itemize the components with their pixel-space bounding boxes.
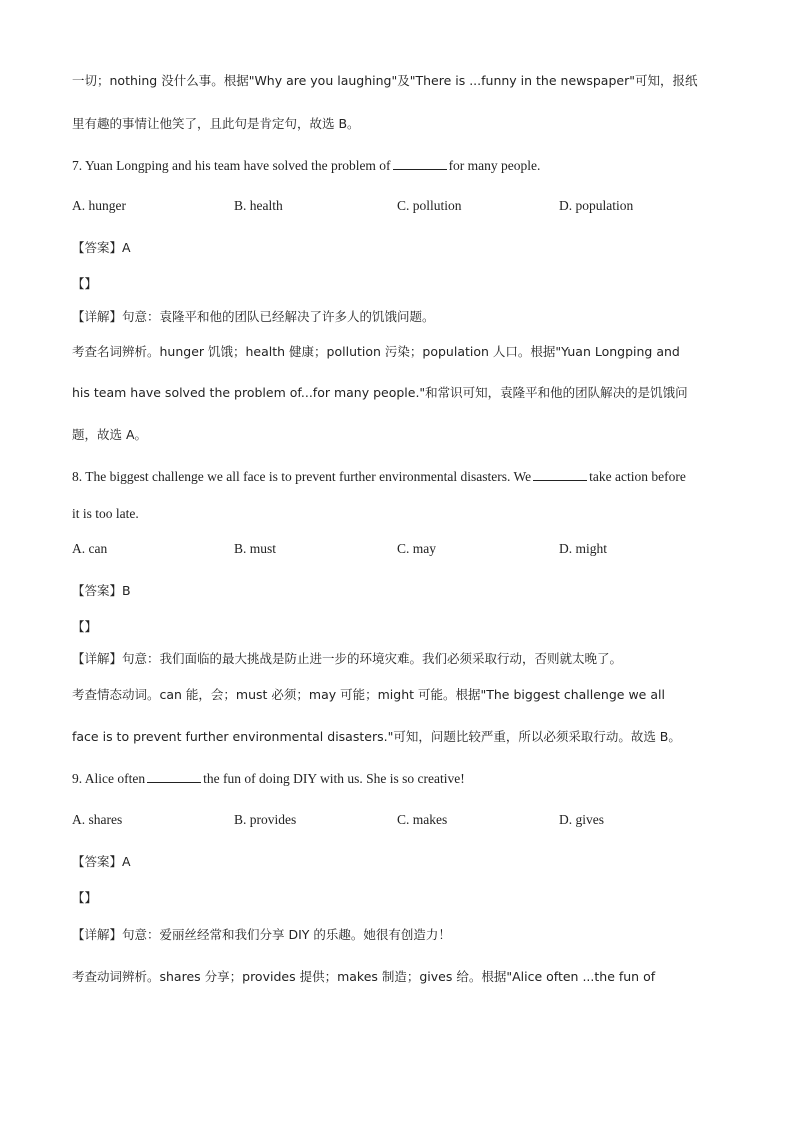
question-7-analysis-2: his team have solved the problem of...for many people."和常识可知，袁隆平和他的团队解决的是饥饿问: [72, 385, 688, 400]
question-9-detail: 【详解】句意：爱丽丝经常和我们分享 DIY 的乐趣。她很有创造力！: [72, 927, 451, 942]
question-7-option-b: B. health: [234, 198, 283, 213]
question-9-option-c: C. makes: [397, 812, 448, 827]
question-9-analysis-1: 考查动词辨析。shares 分享；provides 提供；makes 制造；gives 给。根据"Alice often ...the fun of: [72, 969, 656, 984]
intro-line-2: 里有趣的事情让他笑了，且此句是肯定句，故选 B。: [72, 116, 360, 131]
question-8-detail: 【详解】句意：我们面临的最大挑战是防止进一步的环境灾难。我们必须采取行动，否则就太晚了。: [72, 651, 623, 666]
question-9-stem-before: 9. Alice often: [72, 771, 146, 786]
question-8-stem-line-2: it is too late.: [72, 506, 139, 521]
question-9-stem: [72, 770, 465, 788]
question-9-option-a: A. shares: [72, 812, 123, 827]
question-8-stem: [72, 468, 686, 486]
intro-line-1: 一切；nothing 没什么事。根据"Why are you laughing"及"There is ...funny in the newspaper"可知，报纸: [72, 73, 698, 88]
question-9-option-b: B. provides: [234, 812, 297, 827]
question-8-analysis-1: 考查情态动词。can 能，会；must 必须；may 可能；might 可能。根据"The biggest challenge we all: [72, 687, 665, 702]
question-9-bracket: 【】: [72, 890, 98, 905]
question-8-analysis-2: face is to prevent further environmental disasters."可知，问题比较严重，所以必须采取行动。故选 B。: [72, 729, 681, 744]
question-7-detail: 【详解】句意：袁隆平和他的团队已经解决了许多人的饥饿问题。: [72, 309, 435, 324]
question-8-option-b: B. must: [234, 541, 277, 556]
question-9-answer: 【答案】A: [72, 854, 131, 869]
question-7-option-d: D. population: [559, 198, 634, 213]
question-8-stem-before: 8. The biggest challenge we all face is to prevent further environmental disasters. We: [72, 469, 532, 484]
question-7-bracket: 【】: [72, 276, 98, 291]
question-8-option-d: D. might: [559, 541, 608, 556]
question-7-option-a: A. hunger: [72, 198, 126, 213]
question-9-stem-after: the fun of doing DIY with us. She is so creative!: [203, 771, 465, 786]
question-7-stem: [72, 157, 540, 175]
question-9-option-d: D. gives: [559, 812, 604, 827]
question-7-answer: 【答案】A: [72, 240, 131, 255]
question-7-option-c: C. pollution: [397, 198, 462, 213]
question-7-stem-after: for many people.: [448, 158, 541, 173]
question-8-stem-after: take action before: [589, 469, 686, 484]
answer-blank: [147, 770, 201, 783]
answer-blank: [393, 157, 447, 170]
question-8-answer: 【答案】B: [72, 583, 131, 598]
question-8-option-a: A. can: [72, 541, 108, 556]
question-8-option-c: C. may: [397, 541, 436, 556]
question-8-bracket: 【】: [72, 619, 98, 634]
question-7-analysis-3: 题，故选 A。: [72, 427, 148, 442]
question-7-analysis-1: 考查名词辨析。hunger 饥饿；health 健康；pollution 污染；population 人口。根据"Yuan Longping and: [72, 344, 680, 359]
answer-blank: [533, 468, 587, 481]
question-7-stem-before: 7. Yuan Longping and his team have solved the problem of: [72, 158, 391, 173]
